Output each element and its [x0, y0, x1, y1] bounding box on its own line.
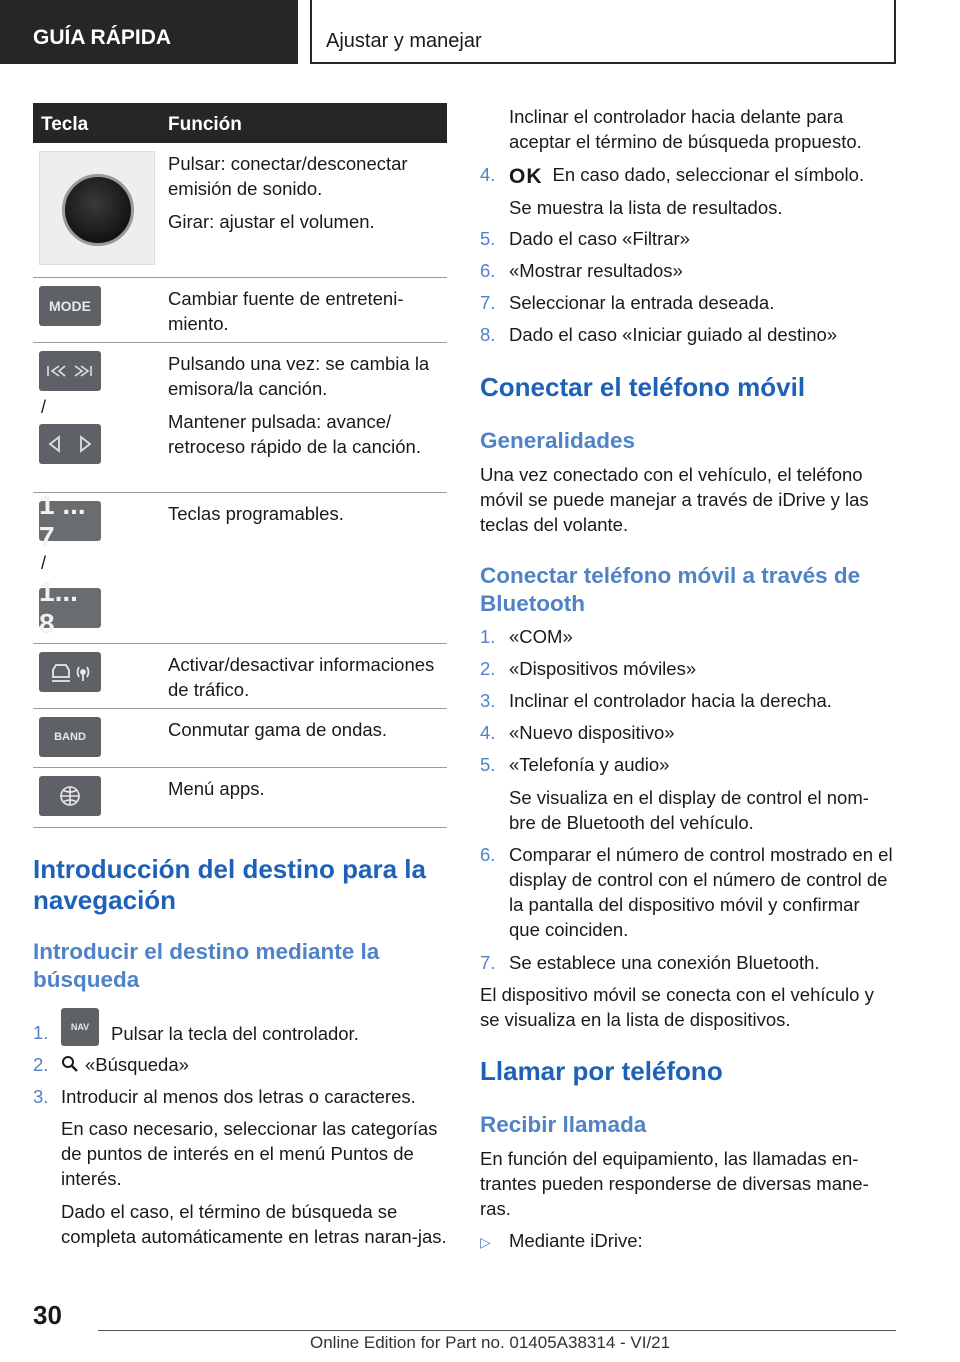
table-row: 1 ... 7 / 1... 8 Teclas programables.	[33, 493, 447, 644]
list-item: 7. Se establece una conexión Bluetooth.	[480, 952, 820, 973]
heading-call: Llamar por teléfono	[480, 1056, 723, 1086]
paragraph: En función del equipamiento, las llamadas en‐trantes pueden responderse de diversas mane‐ras.	[480, 1148, 869, 1219]
list-item: 2. «Dispositivos móviles»	[480, 658, 697, 679]
paragraph: Se muestra la lista de resultados.	[509, 197, 783, 218]
volume-knob-icon	[39, 151, 155, 265]
paragraph: Inclinar el controlador hacia delante para aceptar el término de búsqueda propuesto.	[509, 106, 862, 152]
table-row: Activar/desactivar informaciones de tráfico.	[33, 644, 447, 709]
list-item: 7. Seleccionar la entrada deseada.	[480, 292, 775, 313]
heading-general: Generalidades	[480, 428, 636, 453]
function-table	[33, 103, 447, 828]
list-item: ▷ Mediante iDrive:	[480, 1228, 895, 1253]
list-item: 3. Introducir al menos dos letras o caracteres.	[33, 1086, 416, 1107]
list-item: 1. NAV Pulsar la tecla del controlador.	[33, 1008, 447, 1046]
preset-keys-1-8-icon: 1... 8	[39, 588, 101, 628]
table-row: BAND Conmutar gama de ondas.	[33, 709, 447, 768]
paragraph: En caso necesario, seleccionar las categorías de puntos de interés en el menú Puntos de interés.	[61, 1118, 438, 1189]
table-row: Pulsar: conectar/desconectar emisión de sonido. Girar: ajustar el volumen.	[33, 143, 447, 278]
heading-receive-call: Recibir llamada	[480, 1112, 647, 1137]
list-item: 5. «Telefonía y audio»	[480, 754, 670, 775]
list-item: 4. «Nuevo dispositivo»	[480, 722, 675, 743]
paragraph: Una vez conectado con el vehículo, el teléfono móvil se puede manejar a través de iDrive y las teclas del volante.	[480, 464, 869, 535]
nav-key-icon: NAV	[61, 1008, 99, 1046]
footer-edition: Online Edition for Part no. 01405A38314 - VI/21	[310, 1333, 671, 1352]
table-row: MODE Cambiar fuente de entreteni‐miento.	[33, 278, 447, 343]
header-chapter: Ajustar y manejar	[310, 0, 896, 64]
traffic-info-key-icon	[39, 652, 101, 692]
header-section: GUÍA RÁPIDA	[0, 0, 298, 64]
paragraph: Se visualiza en el display de control el nom‐bre de Bluetooth del vehículo.	[509, 787, 869, 833]
mode-key-icon: MODE	[39, 286, 101, 326]
col-key-header: Tecla	[41, 114, 89, 135]
list-item: 8. Dado el caso «Iniciar guiado al destino»	[480, 324, 838, 345]
triangle-bullet-icon: ▷	[480, 1234, 491, 1250]
heading-connect-phone: Conectar el teléfono móvil	[480, 372, 806, 402]
footer-divider	[98, 1330, 896, 1331]
list-item: 6. «Mostrar resultados»	[480, 260, 683, 281]
table-row: Menú apps.	[33, 768, 447, 828]
col-function-header: Función	[168, 114, 242, 135]
heading-navigation: Introducción del destino para la navegación	[33, 854, 426, 915]
list-item: 2. «Búsqueda»	[33, 1052, 447, 1079]
skip-track-keys-icon	[39, 351, 101, 391]
heading-bluetooth: Conectar teléfono móvil a través de Bluetooth	[480, 563, 861, 616]
table-row: / Pulsando una vez: se cambia la emisora/la canción. Mantener pulsada: avance/ retroceso rápido de la canción.	[33, 343, 447, 493]
seek-keys-icon	[39, 424, 101, 464]
search-icon	[61, 1054, 79, 1079]
page-number: 30	[33, 1300, 62, 1330]
band-key-icon: BAND	[39, 717, 101, 757]
preset-keys-1-7-icon: 1 ... 7	[39, 501, 101, 541]
list-item: 3. Inclinar el controlador hacia la derecha.	[480, 690, 832, 711]
paragraph: El dispositivo móvil se conecta con el vehículo y se visualiza en la lista de dispositivos.	[480, 984, 874, 1030]
list-item: 6. Comparar el número de control mostrado en el display de control con el número de control de la pantalla del dispositivo móvil y confirmar que coinciden.	[480, 844, 893, 940]
heading-search: Introducir el destino mediante la búsqueda	[33, 939, 380, 992]
paragraph: Dado el caso, el término de búsqueda se completa automáticamente en letras naran‐jas.	[61, 1201, 447, 1247]
list-item: 4. OK En caso dado, seleccionar el símbolo.	[480, 164, 865, 188]
list-item: 5. Dado el caso «Filtrar»	[480, 228, 690, 249]
table-header	[33, 103, 447, 143]
apps-key-icon	[39, 776, 101, 816]
ok-symbol-icon: OK	[509, 164, 543, 188]
list-item: 1. «COM»	[480, 626, 573, 647]
